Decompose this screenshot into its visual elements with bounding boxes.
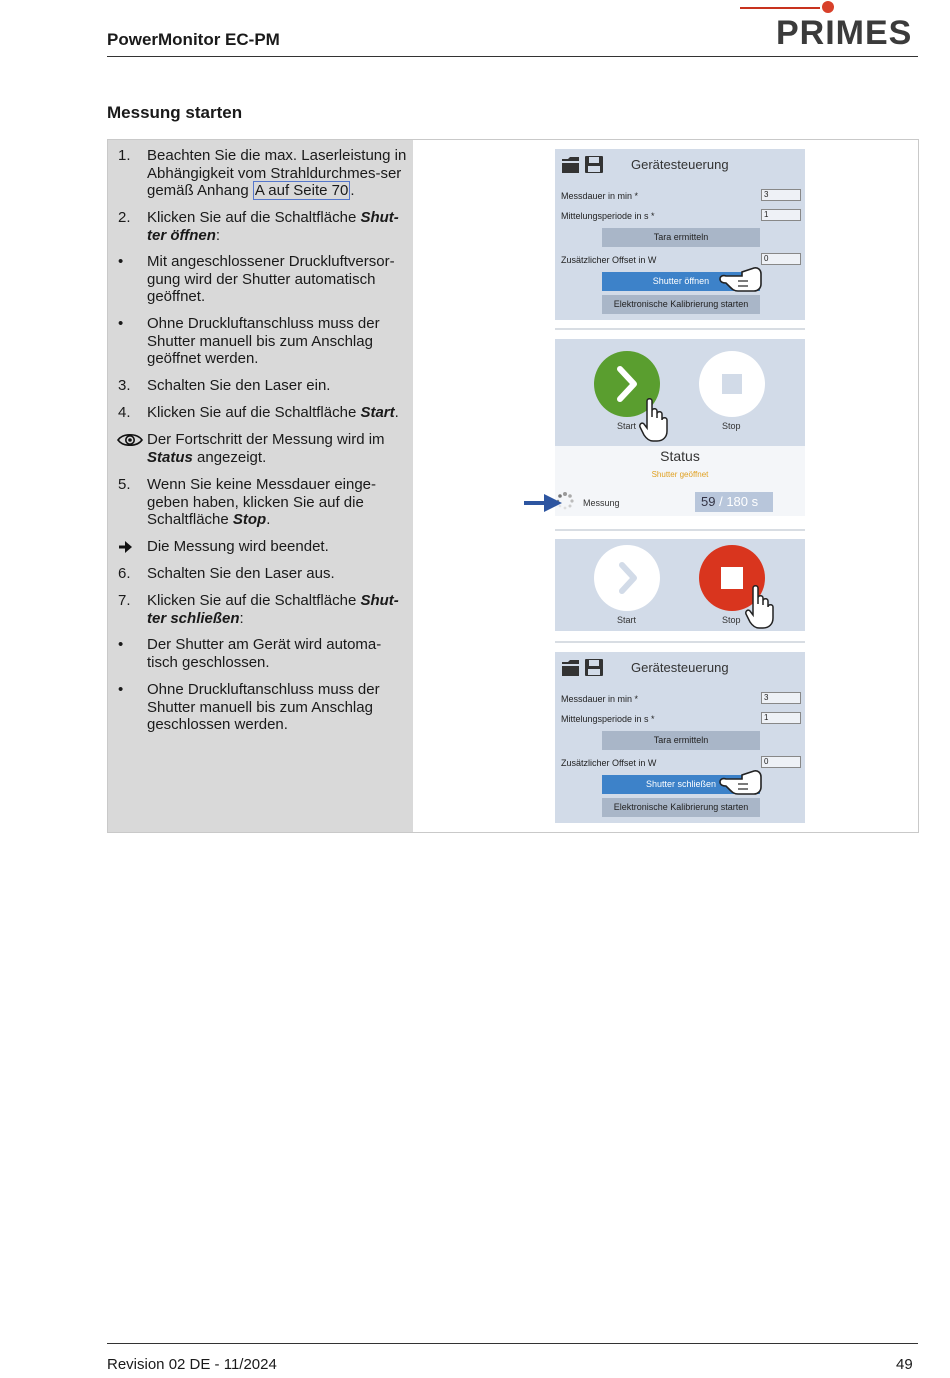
period-input[interactable]: 1 xyxy=(761,712,801,724)
step-text xyxy=(147,592,407,627)
duration-label: Messdauer in min * xyxy=(561,191,639,201)
start-label: Start xyxy=(617,615,637,625)
bullet-marker: • xyxy=(118,315,124,332)
panel-title: Gerätesteuerung xyxy=(631,660,729,675)
step-text: Ohne Druckluftanschluss muss der Shutter manuell bis zum Anschlag geschlossen werden. xyxy=(147,681,380,733)
chevron-right-icon xyxy=(594,545,660,611)
offset-input[interactable]: 0 xyxy=(761,253,801,265)
header-divider xyxy=(107,56,918,57)
duration-input[interactable]: 3 xyxy=(761,692,801,704)
step-marker: 7. xyxy=(118,592,131,609)
logo-text: PRIMES xyxy=(776,14,913,52)
step-marker: 6. xyxy=(118,565,131,582)
step-text-bold: Stop xyxy=(232,511,267,528)
measurement-control-panel-stop xyxy=(555,539,805,631)
hand-cursor-icon xyxy=(639,397,669,443)
step-text-pre: Klicken Sie auf die Schaltfläche xyxy=(147,404,361,421)
step-text-pre: Klicken Sie auf die Schaltfläche xyxy=(147,592,361,609)
step-text: Mit angeschlossener Druckluftversor-gung wird der Shutter automatisch geöffnet. xyxy=(147,253,395,305)
step-text xyxy=(147,147,407,200)
stop-label: Stop xyxy=(722,421,741,431)
offset-input[interactable]: 0 xyxy=(761,756,801,768)
blue-arrow-icon xyxy=(524,494,562,512)
device-control-panel-close xyxy=(555,652,805,823)
status-panel xyxy=(555,446,805,516)
step-text: Schalten Sie den Laser aus. xyxy=(147,565,335,582)
shutter-close-button[interactable]: Shutter schließen xyxy=(602,775,760,794)
progress-readout xyxy=(695,492,773,512)
stop-button[interactable] xyxy=(699,351,765,417)
pointing-hand-icon xyxy=(718,765,764,797)
instruction-text-column xyxy=(108,140,413,832)
step-text-post: : xyxy=(215,226,221,244)
start-label: Start xyxy=(617,421,637,431)
calibration-button[interactable]: Elektronische Kalibrierung starten xyxy=(602,798,760,817)
stop-square-icon xyxy=(699,351,765,417)
step-text xyxy=(147,404,407,422)
folder-save-icon[interactable] xyxy=(561,154,605,174)
hand-cursor-icon xyxy=(745,584,775,630)
revision-text: Revision 02 DE - 11/2024 xyxy=(107,1356,277,1373)
device-control-panel-open xyxy=(555,149,805,320)
step-text: Die Messung wird beendet. xyxy=(147,538,329,555)
start-button[interactable] xyxy=(594,545,660,611)
step-text-bold: Start xyxy=(360,404,395,421)
appendix-link[interactable]: A auf Seite 70 xyxy=(254,182,349,199)
step-text-pre: Wenn Sie keine Messdauer einge-geben haben, klicken Sie auf die Schaltfläche xyxy=(147,476,377,528)
duration-label: Messdauer in min * xyxy=(561,694,639,704)
logo-dot xyxy=(822,1,834,13)
tara-button[interactable]: Tara ermitteln xyxy=(602,228,760,247)
step-text-post: . xyxy=(350,182,355,199)
progress-total: / 180 s xyxy=(719,494,759,509)
duration-input[interactable]: 3 xyxy=(761,189,801,201)
step-marker: 5. xyxy=(118,476,131,493)
period-label: Mittelungsperiode in s * xyxy=(561,714,655,724)
step-text-bold: Shut-ter öffnen xyxy=(147,209,399,244)
shutter-open-button[interactable]: Shutter öffnen xyxy=(602,272,760,291)
bullet-marker: • xyxy=(118,636,124,653)
period-input[interactable]: 1 xyxy=(761,209,801,221)
step-text-bold: Shut-ter schließen xyxy=(147,592,399,627)
panel-divider xyxy=(555,328,805,330)
bullet-marker: • xyxy=(118,681,124,698)
period-label: Mittelungsperiode in s * xyxy=(561,211,655,221)
measurement-control-panel-start xyxy=(555,339,805,446)
primes-logo xyxy=(740,0,918,52)
step-text xyxy=(147,209,407,244)
step-text xyxy=(147,431,407,466)
step-text-bold: Status xyxy=(147,448,193,466)
step-text: Schalten Sie den Laser ein. xyxy=(147,377,331,394)
step-text-post: : xyxy=(239,609,244,627)
step-text-post: . xyxy=(394,404,399,421)
step-text xyxy=(147,476,407,529)
step-marker: 4. xyxy=(118,404,131,421)
panel-divider xyxy=(555,529,805,531)
footer-divider xyxy=(107,1343,918,1344)
section-title: Messung starten xyxy=(107,103,243,122)
stop-label: Stop xyxy=(722,615,741,625)
status-title: Status xyxy=(660,448,700,464)
offset-label: Zusätzlicher Offset in W xyxy=(561,255,657,265)
step-marker: 2. xyxy=(118,209,131,226)
doc-title: PowerMonitor EC-PM xyxy=(107,30,280,49)
panel-title: Gerätesteuerung xyxy=(631,157,729,172)
step-text-post: angezeigt. xyxy=(192,448,267,466)
folder-save-icon[interactable] xyxy=(561,657,605,677)
step-text-pre: Der Fortschritt der Messung wird im xyxy=(147,431,385,448)
step-text: Der Shutter am Gerät wird automa-tisch geschlossen. xyxy=(147,636,382,671)
logo-line xyxy=(740,7,820,9)
step-text-pre: Klicken Sie auf die Schaltfläche xyxy=(147,209,361,226)
pointing-hand-icon xyxy=(718,262,764,294)
step-marker: 3. xyxy=(118,377,131,394)
page-number: 49 xyxy=(896,1356,913,1373)
status-shutter-text: Shutter geöffnet xyxy=(651,470,709,479)
step-text-post: . xyxy=(266,511,271,528)
tara-button[interactable]: Tara ermitteln xyxy=(602,731,760,750)
step-text-pre: Beachten Sie die max. Laserleistung in Abhängigkeit vom Strahldurchmes-ser gemäß Anhang xyxy=(147,147,407,199)
step-marker: 1. xyxy=(118,147,131,164)
calibration-button[interactable]: Elektronische Kalibrierung starten xyxy=(602,295,760,314)
measurement-label: Messung xyxy=(583,498,620,508)
panel-divider xyxy=(555,641,805,643)
bullet-marker: • xyxy=(118,253,124,270)
step-text: Ohne Druckluftanschluss muss der Shutter manuell bis zum Anschlag geöffnet werden. xyxy=(147,315,380,367)
progress-current: 59 xyxy=(701,494,716,509)
offset-label: Zusätzlicher Offset in W xyxy=(561,758,657,768)
